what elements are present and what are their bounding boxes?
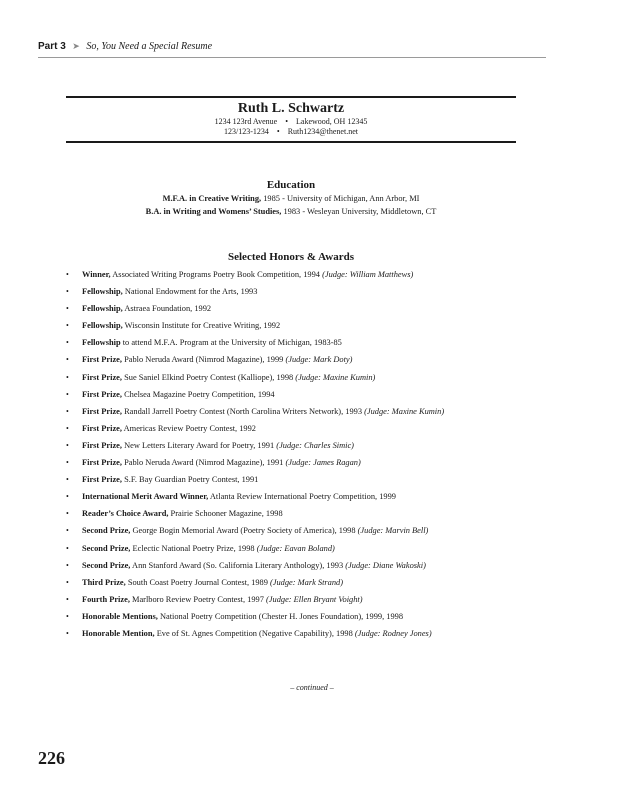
bullet-separator: • (285, 117, 288, 126)
award-item (66, 420, 516, 437)
bullet-icon: • (66, 304, 69, 314)
award-detail: Sue Saniel Elkind Poetry Contest (Kalliope), 1998 (122, 372, 296, 382)
award-item (66, 557, 516, 574)
award-title: Fellowship, (82, 304, 123, 314)
award-judge: (Judge: James Ragan) (285, 458, 361, 468)
education-entry (66, 205, 516, 218)
bullet-icon: • (66, 355, 69, 365)
award-item (66, 505, 516, 522)
award-item (66, 574, 516, 591)
bullet-icon: • (66, 338, 69, 348)
award-item (66, 266, 516, 283)
bullet-icon: • (66, 287, 69, 297)
bullet-icon: • (66, 372, 69, 382)
city-address: Lakewood, OH 12345 (296, 117, 368, 126)
award-title: Fellowship, (82, 287, 123, 297)
award-title: First Prize, (82, 389, 122, 399)
award-title: Fellowship (82, 338, 121, 348)
award-detail: Marlboro Review Poetry Contest, 1997 (129, 594, 266, 604)
award-title: Second Prize, (82, 543, 131, 553)
resume-name: Ruth L. Schwartz (237, 101, 345, 116)
contact-address-line (66, 117, 516, 127)
award-judge: (Judge: Maxine Kumin) (295, 372, 376, 382)
phone-number: 123/123-1234 (224, 127, 269, 136)
award-detail: Americas Review Poetry Contest, 1992 (122, 423, 256, 433)
part-label: Part 3 (38, 41, 66, 52)
award-title: First Prize, (82, 372, 122, 382)
bullet-icon: • (66, 526, 69, 536)
email-address: Ruth1234@thenet.net (287, 127, 358, 136)
page-number: 226 (38, 748, 65, 768)
award-title: Third Prize, (82, 577, 126, 587)
continued-note: – continued – (290, 683, 334, 692)
award-detail: Pablo Neruda Award (Nimrod Magazine), 1991 (122, 458, 286, 468)
award-detail: Ann Stanford Award (So. California Literary Anthology), 1993 (130, 560, 346, 570)
award-item (66, 403, 516, 420)
award-title: Fellowship, (82, 321, 123, 331)
award-item (66, 471, 516, 488)
award-title: First Prize, (82, 440, 122, 450)
award-item (66, 488, 516, 505)
award-title: Reader’s Choice Award, (82, 509, 169, 519)
award-detail: Chelsea Magazine Poetry Competition, 1994 (122, 389, 275, 399)
award-item (66, 608, 516, 625)
award-detail: Wisconsin Institute for Creative Writing, 1992 (122, 321, 281, 331)
award-item (66, 334, 516, 351)
award-item (66, 351, 516, 368)
award-judge: (Judge: Maxine Kumin) (364, 406, 445, 416)
award-item (66, 591, 516, 608)
award-title: Second Prize, (82, 560, 131, 570)
bullet-icon: • (66, 389, 69, 399)
award-title: First Prize, (82, 406, 122, 416)
award-title: International Merit Award Winner, (82, 492, 209, 502)
award-detail: Associated Writing Programs Poetry Book Competition, 1994 (110, 270, 323, 279)
degree-detail: 1985 - University of Michigan, Ann Arbor, MI (261, 194, 420, 203)
award-title: Fourth Prize, (82, 594, 130, 604)
award-item (66, 625, 516, 642)
award-title: Honorable Mentions, (82, 611, 158, 621)
award-item (66, 522, 516, 539)
bullet-icon: • (66, 577, 69, 587)
award-judge: (Judge: Marvin Bell) (357, 526, 429, 536)
bullet-icon: • (66, 628, 69, 638)
bullet-icon: • (66, 458, 69, 468)
bullet-icon: • (66, 475, 69, 485)
degree-name: B.A. in Writing and Womens’ Studies, (145, 207, 282, 216)
award-judge: (Judge: Ellen Bryant Voight) (266, 594, 363, 604)
award-judge: (Judge: Charles Simic) (276, 440, 354, 450)
education-heading: Education (266, 179, 316, 191)
bullet-icon: • (66, 270, 69, 279)
resume-document (66, 96, 516, 642)
chapter-title: So, You Need a Special Resume (86, 41, 213, 52)
honors-heading: Selected Honors & Awards (228, 251, 354, 263)
awards-list (66, 266, 516, 642)
award-title: Second Prize, (82, 526, 131, 536)
award-detail: Atlanta Review International Poetry Competition, 1999 (208, 492, 396, 502)
award-judge: (Judge: Mark Strand) (269, 577, 344, 587)
running-header (38, 41, 546, 55)
contact-phone-line (66, 127, 516, 137)
award-item (66, 369, 516, 386)
award-title: Honorable Mention, (82, 628, 155, 638)
award-judge: (Judge: Eavan Boland) (256, 543, 335, 553)
award-title: First Prize, (82, 458, 122, 468)
award-judge: (Judge: Diane Wakoski) (345, 560, 426, 570)
award-item (66, 386, 516, 403)
award-detail: Eclectic National Poetry Prize, 1998 (130, 543, 257, 553)
degree-detail: 1983 - Wesleyan University, Middletown, CT (281, 207, 437, 216)
bullet-separator: • (276, 127, 280, 136)
award-detail: South Coast Poetry Journal Contest, 1989 (125, 577, 270, 587)
award-item (66, 454, 516, 471)
bullet-icon: • (66, 423, 69, 433)
award-item (66, 317, 516, 334)
award-item (66, 300, 516, 317)
award-item (66, 540, 516, 557)
award-detail: National Poetry Competition (Chester H. Jones Foundation), 1999, 1998 (157, 611, 404, 621)
education-entry (66, 192, 516, 205)
arrow-icon: ➤ (72, 41, 80, 51)
street-address: 1234 123rd Avenue (214, 117, 278, 126)
award-title: First Prize, (82, 355, 122, 365)
award-detail: to attend M.F.A. Program at the University of Michigan, 1983-85 (120, 338, 342, 348)
award-detail: Eve of St. Agnes Competition (Negative Capability), 1998 (154, 628, 355, 638)
award-item (66, 283, 516, 300)
bullet-icon: • (66, 543, 69, 553)
award-detail: Pablo Neruda Award (Nimrod Magazine), 1999 (122, 355, 286, 365)
bullet-icon: • (66, 406, 69, 416)
bullet-icon: • (66, 492, 69, 502)
award-item (66, 437, 516, 454)
bullet-icon: • (66, 440, 69, 450)
top-rule (66, 96, 516, 98)
award-judge: (Judge: Rodney Jones) (354, 628, 432, 638)
award-detail: New Letters Literary Award for Poetry, 1991 (122, 440, 277, 450)
award-detail: Astraea Foundation, 1992 (122, 304, 212, 314)
bullet-icon: • (66, 509, 69, 519)
contact-rule (66, 141, 516, 143)
award-detail: George Bogin Memorial Award (Poetry Society of America), 1998 (130, 526, 358, 536)
award-title: First Prize, (82, 423, 122, 433)
award-judge: (Judge: William Matthews) (322, 270, 414, 279)
award-judge: (Judge: Mark Doty) (285, 355, 353, 365)
degree-name: M.F.A. in Creative Writing, (162, 194, 262, 203)
award-detail: National Endowment for the Arts, 1993 (122, 287, 258, 297)
bullet-icon: • (66, 594, 69, 604)
header-divider (38, 57, 546, 58)
award-detail: Randall Jarrell Poetry Contest (North Carolina Writers Network), 1993 (122, 406, 365, 416)
award-title: First Prize, (82, 475, 122, 485)
award-title: Winner, (82, 270, 111, 279)
award-detail: Prairie Schooner Magazine, 1998 (168, 509, 283, 519)
bullet-icon: • (66, 560, 69, 570)
bullet-icon: • (66, 321, 69, 331)
bullet-icon: • (66, 611, 69, 621)
award-detail: S.F. Bay Guardian Poetry Contest, 1991 (122, 475, 259, 485)
